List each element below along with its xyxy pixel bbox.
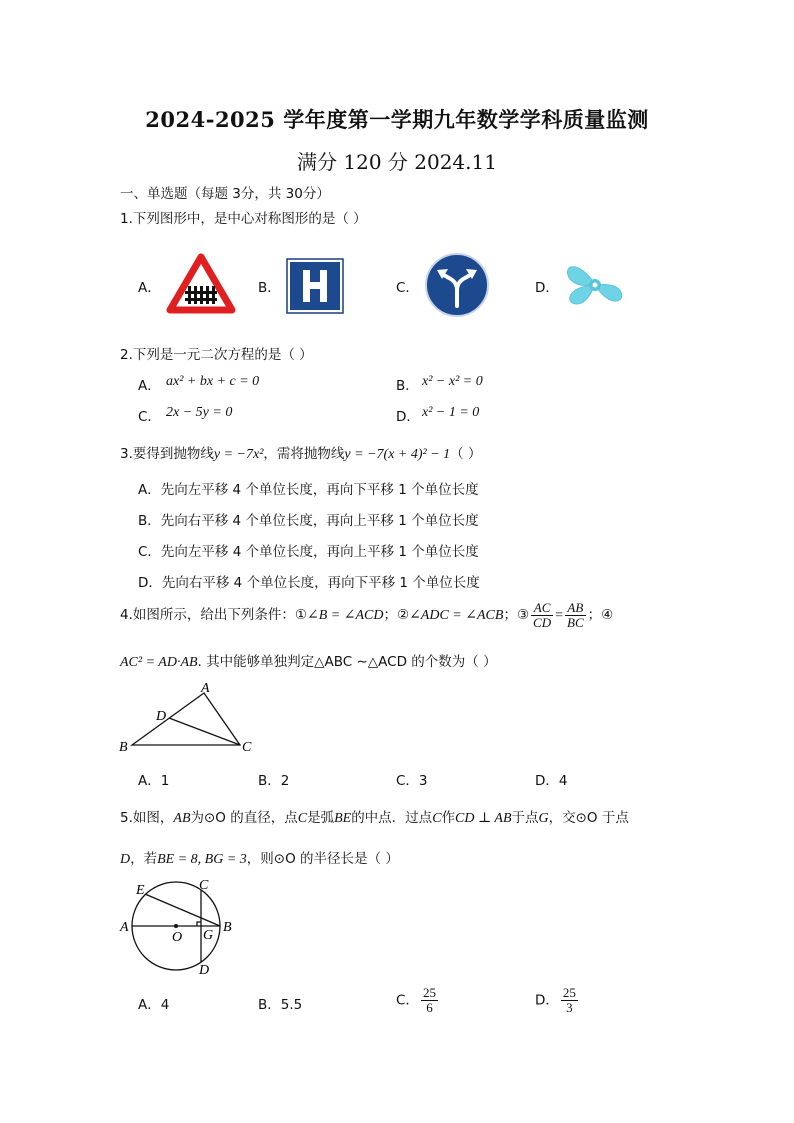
q5-option-d-label: D． (535, 992, 559, 1009)
q4-option-c: C．3 (396, 773, 428, 789)
q4-mark-1: ① (294, 607, 307, 623)
q4-condition-4: AC² = AD·AB (120, 655, 198, 670)
q2-option-d: x² − 1 = 0 (422, 405, 480, 420)
q4-condition-3-equals: = (555, 608, 564, 623)
q1-label-c: C． (396, 280, 419, 296)
q5-d: D (120, 852, 131, 867)
q1-label-d: D． (535, 280, 559, 296)
q5-condition: BE = 8, BG = 3 (157, 852, 247, 867)
q4-condition-3-left: $\frac{AC}{CD}$ (533, 599, 552, 630)
q5-part-1f: 于点 (511, 810, 539, 826)
q5-label-D: D (199, 963, 210, 978)
q3-equation-target: y = −7x² (213, 447, 264, 462)
q5-stem-line2 (120, 847, 399, 868)
q5-option-c (396, 986, 440, 1015)
q5-be: BE (334, 811, 352, 826)
q3-option-a: A．先向左平移 4 个单位长度，再向下平移 1 个单位长度 (138, 482, 479, 498)
q4-condition-3-right: $\frac{AB}{BC}$ (567, 599, 584, 630)
q5-label-C: C (199, 878, 209, 893)
q5-part-1a: 5.如图， (120, 810, 174, 826)
q5-cd-perp-ab: CD ⊥ AB (455, 811, 512, 826)
q5-part-2a: ，若 (130, 851, 158, 867)
q4-option-a: A．1 (138, 773, 170, 789)
q5-part-2b: ，则⊙O 的半径长是（ ） (246, 851, 399, 867)
q3-option-c: C．先向左平移 4 个单位长度，再向上平移 1 个单位长度 (138, 544, 479, 560)
q5-label-A: A (120, 920, 129, 935)
q2-label-d: D． (396, 409, 420, 425)
section-heading: 一、单选题（每题 3分，共 30分） (120, 186, 330, 202)
q4-label-B: B (119, 740, 128, 755)
q3-option-b: B．先向右平移 4 个单位长度，再向上平移 1 个单位长度 (138, 513, 479, 529)
q2-option-a: ax² + bx + c = 0 (166, 374, 260, 389)
q4-sep-2: ； (503, 607, 517, 623)
q5-option-c-fraction: $\frac{25}{6}$ (422, 985, 436, 1015)
q2-label-b: B． (396, 378, 419, 394)
q5-label-G: G (203, 928, 214, 943)
q4-option-b: B．2 (258, 773, 290, 789)
fan-blades-icon (561, 251, 629, 323)
q4-mark-2: ② (396, 607, 410, 623)
q2-option-c: 2x − 5y = 0 (166, 405, 233, 420)
q4-stem-part-b: . 其中能够单独判定△ABC ∼△ACD 的个数为（ ） (197, 654, 497, 670)
q5-part-1d: 的中点．过点 (351, 810, 433, 826)
hospital-h-sign-icon (286, 258, 344, 318)
q4-sep-3: ； (587, 607, 602, 623)
railway-warning-sign-icon (166, 253, 236, 319)
q4-sep-1: ； (383, 607, 397, 623)
q5-c: C (297, 811, 308, 826)
turn-left-or-right-sign-icon (424, 252, 490, 322)
q3-stem (120, 442, 481, 463)
q5-option-c-label: C． (396, 992, 419, 1009)
q4-label-C: C (242, 740, 252, 755)
q4-condition-2: ∠ADC = ∠ACB (409, 608, 504, 623)
q2-label-c: C． (138, 409, 161, 425)
q1-label-b: B． (258, 280, 281, 296)
q5-circle-figure (112, 873, 242, 978)
q1-label-a: A． (138, 280, 161, 296)
q4-stem-line1 (120, 600, 613, 631)
q5-part-1c: 是弧 (307, 810, 335, 826)
q4-stem-line2 (120, 650, 497, 671)
q5-g: G (538, 811, 549, 826)
q4-triangle-figure (112, 678, 262, 758)
q4-option-d: D．4 (535, 773, 568, 789)
exam-title: 2024-2025 学年度第一学期九年数学学科质量监测 (145, 107, 649, 132)
q5-ab: AB (173, 811, 191, 826)
q5-option-a: A．4 (138, 997, 170, 1013)
q5-label-O: O (172, 930, 183, 945)
q5-option-d-fraction: $\frac{25}{3}$ (562, 985, 576, 1015)
q5-part-1e: 作 (441, 810, 456, 826)
q5-part-1g: ，交⊙O 于点 (548, 810, 629, 826)
q4-mark-3: ③ (516, 607, 530, 623)
q3-equation-source: y = −7(x + 4)² − 1 (344, 447, 451, 462)
q1-stem: 1.下列图形中，是中心对称图形的是（ ） (120, 211, 367, 227)
q3-stem-part-b: ，需将抛物线 (263, 446, 345, 462)
q4-mark-4: ④ (601, 607, 614, 623)
q5-stem-line1 (120, 806, 629, 827)
exam-subtitle: 满分 120 分 2024.11 (297, 150, 497, 174)
q2-stem: 2.下列是一元二次方程的是（ ） (120, 347, 313, 363)
q2-label-a: A． (138, 378, 161, 394)
q4-label-D: D (156, 709, 167, 724)
q5-option-d (535, 986, 580, 1015)
q4-stem-part-a: 4.如图所示，给出下列条件： (120, 607, 295, 623)
q3-stem-part-c: （ ） (450, 446, 482, 462)
q4-condition-1: ∠B = ∠ACD (307, 608, 384, 623)
q5-c2: C (432, 811, 442, 826)
q3-option-d: D．先向右平移 4 个单位长度，再向下平移 1 个单位长度 (138, 575, 480, 591)
q3-stem-part-a: 3.要得到抛物线 (120, 446, 214, 462)
q4-label-A: A (201, 681, 210, 696)
q2-option-b: x² − x² = 0 (422, 374, 483, 389)
q5-option-b: B．5.5 (258, 997, 303, 1013)
q5-label-E: E (136, 883, 145, 898)
q5-label-B: B (223, 920, 232, 935)
q5-part-1b: 为⊙O 的直径，点 (190, 810, 298, 826)
